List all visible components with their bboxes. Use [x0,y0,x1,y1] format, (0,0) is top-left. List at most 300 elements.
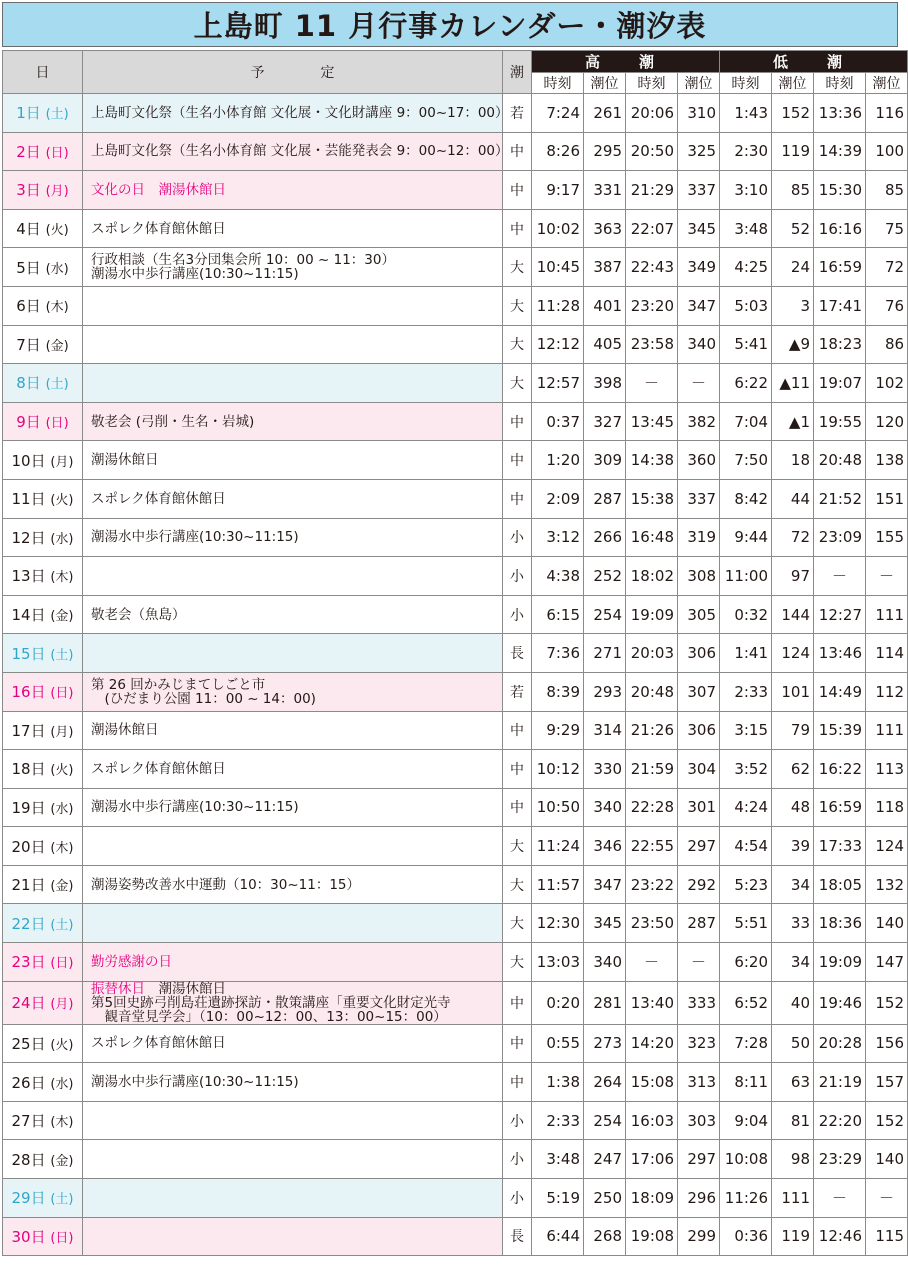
date-cell [3,402,83,441]
schedule-line: 潮湯水中歩行講座(10:30~11:15) [91,266,299,283]
low-time-1-cell: 4:54 [720,827,772,866]
date-cell [3,634,83,673]
high-time-1-cell: 8:39 [532,672,584,711]
low-level-2-cell: 86 [866,325,908,364]
high-time-1-cell: 3:12 [532,518,584,557]
tide-type-cell: 中 [503,209,532,248]
day-label: 20日 [11,837,46,856]
high-time-2-cell: 22:28 [626,788,678,827]
low-level-2-cell: 157 [866,1063,908,1102]
high-time-2-cell: 23:22 [626,865,678,904]
date-cell [3,827,83,866]
low-time-2-cell: 19:07 [814,364,866,403]
date-cell [3,1101,83,1140]
date-cell [3,479,83,518]
schedule-line: 潮湯休館日 [91,452,159,469]
day-label: 9日 [16,413,41,432]
low-time-2-cell: － [814,1179,866,1218]
high-time-1-cell: 12:57 [532,364,584,403]
low-level-1-cell: 97 [772,557,814,596]
schedule-cell [83,788,503,827]
low-time-2-cell: 12:27 [814,595,866,634]
weekday-label: (火) [50,493,74,509]
high-level-1-cell: 287 [584,479,626,518]
high-time-1-cell: 7:24 [532,94,584,133]
calendar-row [3,750,908,789]
low-level-1-cell: 119 [772,132,814,171]
high-time-2-cell: 13:40 [626,981,678,1024]
high-time-2-cell: 21:29 [626,171,678,210]
schedule-cell [83,1063,503,1102]
low-time-1-cell: 5:41 [720,325,772,364]
low-level-1-cell: 72 [772,518,814,557]
calendar-row [3,248,908,287]
low-time-1-cell: 8:42 [720,479,772,518]
weekday-label: (月) [50,724,74,740]
low-time-2-cell: 18:36 [814,904,866,943]
high-level-1-cell: 252 [584,557,626,596]
high-level-2-cell: 382 [678,402,720,441]
schedule-cell [83,672,503,711]
high-level-2-cell: 347 [678,286,720,325]
calendar-row [3,286,908,325]
high-time-2-cell: 14:20 [626,1024,678,1063]
day-label: 16日 [11,683,46,702]
high-time-2-cell: 23:50 [626,904,678,943]
date-cell [3,981,83,1024]
high-level-2-cell: 287 [678,904,720,943]
high-level-1-cell: 273 [584,1024,626,1063]
low-level-1-cell: 39 [772,827,814,866]
schedule-line: 潮湯水中歩行講座(10:30~11:15) [91,529,299,546]
header-high-tide: 高 潮 [532,51,720,73]
low-level-1-cell: 34 [772,865,814,904]
high-time-2-cell: 15:08 [626,1063,678,1102]
calendar-row [3,479,908,518]
low-level-1-cell: ▲11 [772,364,814,403]
high-time-2-cell: 23:58 [626,325,678,364]
high-level-2-cell: 306 [678,634,720,673]
low-time-2-cell: 13:46 [814,634,866,673]
weekday-label: (土) [50,1192,74,1208]
low-time-2-cell: 14:39 [814,132,866,171]
date-cell [3,171,83,210]
high-level-1-cell: 347 [584,865,626,904]
low-time-1-cell: 2:30 [720,132,772,171]
high-level-1-cell: 266 [584,518,626,557]
header-low-time-1: 時刻 [720,73,772,94]
high-time-2-cell: 17:06 [626,1140,678,1179]
low-time-1-cell: 11:00 [720,557,772,596]
high-time-1-cell: 11:57 [532,865,584,904]
low-time-2-cell: 20:48 [814,441,866,480]
date-cell [3,325,83,364]
schedule-cell [83,634,503,673]
high-time-1-cell: 9:17 [532,171,584,210]
low-level-1-cell: 152 [772,94,814,133]
high-level-1-cell: 401 [584,286,626,325]
high-time-2-cell: 22:07 [626,209,678,248]
low-level-2-cell: 85 [866,171,908,210]
high-level-2-cell: － [678,364,720,403]
header-low-tide: 低 潮 [720,51,908,73]
schedule-line: スポレク体育館休館日 [91,220,226,237]
weekday-label: (火) [45,223,69,239]
day-label: 17日 [11,721,46,740]
low-level-2-cell: 76 [866,286,908,325]
tide-type-cell: 中 [503,479,532,518]
low-level-2-cell: 152 [866,1101,908,1140]
date-cell [3,248,83,287]
high-level-1-cell: 254 [584,1101,626,1140]
header-low-level-1: 潮位 [772,73,814,94]
date-cell [3,132,83,171]
low-level-1-cell: 79 [772,711,814,750]
schedule-line: スポレク体育館休館日 [91,760,226,777]
tide-type-cell: 中 [503,1024,532,1063]
high-time-2-cell: 23:20 [626,286,678,325]
high-time-2-cell: 20:06 [626,94,678,133]
weekday-label: (日) [50,1230,74,1246]
calendar-row [3,518,908,557]
low-time-2-cell: 16:16 [814,209,866,248]
calendar-row [3,1179,908,1218]
low-level-1-cell: 144 [772,595,814,634]
high-time-2-cell: 15:38 [626,479,678,518]
high-level-2-cell: 292 [678,865,720,904]
tide-type-cell: 中 [503,402,532,441]
high-time-1-cell: 6:44 [532,1217,584,1256]
tide-type-cell: 長 [503,1217,532,1256]
schedule-cell [83,209,503,248]
low-time-1-cell: 6:20 [720,943,772,982]
high-time-1-cell: 12:30 [532,904,584,943]
low-level-1-cell: 3 [772,286,814,325]
calendar-row [3,402,908,441]
weekday-label: (日) [50,686,74,702]
low-time-2-cell: 17:33 [814,827,866,866]
low-time-2-cell: 15:30 [814,171,866,210]
date-cell [3,557,83,596]
high-time-2-cell: 19:08 [626,1217,678,1256]
high-level-1-cell: 247 [584,1140,626,1179]
tide-type-cell: 中 [503,441,532,480]
high-time-1-cell: 5:19 [532,1179,584,1218]
schedule-cell [83,865,503,904]
tide-type-cell: 大 [503,904,532,943]
low-level-2-cell: － [866,1179,908,1218]
day-label: 24日 [11,994,46,1013]
date-cell [3,441,83,480]
low-time-1-cell: 4:25 [720,248,772,287]
high-level-2-cell: 308 [678,557,720,596]
weekday-label: (月) [50,997,74,1013]
low-time-2-cell: 19:46 [814,981,866,1024]
low-time-2-cell: 21:19 [814,1063,866,1102]
weekday-label: (金) [45,338,69,354]
day-label: 1日 [16,104,41,123]
low-time-2-cell: 18:05 [814,865,866,904]
low-level-2-cell: 156 [866,1024,908,1063]
low-level-1-cell: 111 [772,1179,814,1218]
schedule-line: 潮湯水中歩行講座(10:30~11:15) [91,799,299,816]
low-time-1-cell: 3:52 [720,750,772,789]
day-label: 12日 [11,528,46,547]
high-time-2-cell: － [626,943,678,982]
weekday-label: (木) [50,570,74,586]
calendar-row [3,981,908,1024]
high-level-1-cell: 327 [584,402,626,441]
low-level-2-cell: 75 [866,209,908,248]
day-label: 3日 [16,181,41,200]
high-level-2-cell: 299 [678,1217,720,1256]
tide-type-cell: 小 [503,518,532,557]
schedule-line: スポレク体育館休館日 [91,1035,226,1052]
high-time-1-cell: 11:24 [532,827,584,866]
tide-type-cell: 中 [503,171,532,210]
low-level-2-cell: － [866,557,908,596]
schedule-cell [83,1101,503,1140]
high-level-2-cell: 306 [678,711,720,750]
high-time-1-cell: 10:50 [532,788,584,827]
header-high-time-2: 時刻 [626,73,678,94]
low-level-2-cell: 100 [866,132,908,171]
calendar-row [3,209,908,248]
high-level-1-cell: 271 [584,634,626,673]
low-level-1-cell: 40 [772,981,814,1024]
tide-type-cell: 小 [503,1101,532,1140]
tide-type-cell: 大 [503,286,532,325]
high-time-2-cell: 22:55 [626,827,678,866]
schedule-cell [83,943,503,982]
weekday-label: (月) [45,184,69,200]
low-time-2-cell: 19:55 [814,402,866,441]
schedule-cell [83,518,503,557]
low-level-1-cell: 85 [772,171,814,210]
tide-type-cell: 中 [503,788,532,827]
schedule-cell [83,1179,503,1218]
header-schedule: 予 定 [83,51,503,94]
calendar-row [3,557,908,596]
high-time-1-cell: 11:28 [532,286,584,325]
day-label: 29日 [11,1189,46,1208]
calendar-row [3,171,908,210]
high-level-1-cell: 387 [584,248,626,287]
high-time-2-cell: 22:43 [626,248,678,287]
low-level-1-cell: 33 [772,904,814,943]
header-date: 日 [3,51,83,94]
low-level-1-cell: 34 [772,943,814,982]
calendar-row [3,595,908,634]
low-time-2-cell: 18:23 [814,325,866,364]
low-time-1-cell: 6:52 [720,981,772,1024]
header-low-level-2: 潮位 [866,73,908,94]
day-label: 4日 [16,220,41,239]
low-level-2-cell: 132 [866,865,908,904]
weekday-label: (火) [50,1037,74,1053]
high-level-1-cell: 330 [584,750,626,789]
day-label: 27日 [11,1112,46,1131]
day-label: 30日 [11,1227,46,1246]
schedule-line: 上島町文化祭（生名小体育館 文化展・芸能発表会 9：00~12：00） [91,143,509,160]
schedule-cell [83,248,503,287]
high-level-2-cell: 313 [678,1063,720,1102]
low-level-1-cell: 48 [772,788,814,827]
schedule-cell [83,1140,503,1179]
calendar-row [3,94,908,133]
high-time-1-cell: 9:29 [532,711,584,750]
low-level-2-cell: 140 [866,904,908,943]
low-time-1-cell: 3:15 [720,711,772,750]
low-level-2-cell: 111 [866,595,908,634]
page-title: 上島町 11 月行事カレンダー・潮汐表 [193,9,707,43]
day-label: 7日 [16,335,41,354]
low-level-1-cell: 81 [772,1101,814,1140]
high-time-2-cell: － [626,364,678,403]
low-time-1-cell: 3:10 [720,171,772,210]
low-time-1-cell: 7:28 [720,1024,772,1063]
schedule-cell [83,132,509,171]
day-label: 21日 [11,876,46,895]
low-time-1-cell: 9:44 [720,518,772,557]
calendar-row [3,1217,908,1256]
low-time-2-cell: － [814,557,866,596]
low-time-1-cell: 10:08 [720,1140,772,1179]
schedule-line: 振替休日 潮湯休館日 [91,980,226,997]
high-time-2-cell: 18:02 [626,557,678,596]
tide-type-cell: 中 [503,1063,532,1102]
weekday-label: (水) [50,1076,74,1092]
schedule-cell [83,904,503,943]
day-label: 19日 [11,798,46,817]
schedule-cell [83,1024,503,1063]
low-level-1-cell: 63 [772,1063,814,1102]
low-level-2-cell: 114 [866,634,908,673]
low-time-1-cell: 9:04 [720,1101,772,1140]
low-level-2-cell: 147 [866,943,908,982]
date-cell [3,904,83,943]
calendar-row [3,132,908,171]
high-time-1-cell: 12:12 [532,325,584,364]
day-label: 11日 [11,490,46,509]
weekday-label: (土) [50,647,74,663]
day-label: 8日 [16,374,41,393]
low-level-1-cell: 124 [772,634,814,673]
low-time-2-cell: 16:22 [814,750,866,789]
schedule-line: 第5回史跡弓削島荘遺跡探訪・散策講座「重要文化財定光寺 [91,994,451,1011]
day-label: 28日 [11,1150,46,1169]
date-cell [3,1063,83,1102]
high-time-2-cell: 20:03 [626,634,678,673]
low-time-1-cell: 0:36 [720,1217,772,1256]
high-time-2-cell: 14:38 [626,441,678,480]
tide-type-cell: 大 [503,827,532,866]
high-level-2-cell: 307 [678,672,720,711]
low-time-2-cell: 13:36 [814,94,866,133]
high-level-2-cell: 297 [678,1140,720,1179]
high-level-2-cell: 301 [678,788,720,827]
weekday-label: (金) [50,879,74,895]
low-level-2-cell: 140 [866,1140,908,1179]
day-label: 23日 [11,953,46,972]
low-level-1-cell: 119 [772,1217,814,1256]
low-time-1-cell: 4:24 [720,788,772,827]
high-time-1-cell: 10:45 [532,248,584,287]
date-cell [3,286,83,325]
date-cell [3,364,83,403]
date-cell [3,672,83,711]
high-time-1-cell: 0:55 [532,1024,584,1063]
day-label: 14日 [11,606,46,625]
schedule-cell [83,364,503,403]
tide-type-cell: 大 [503,865,532,904]
low-time-2-cell: 23:29 [814,1140,866,1179]
day-label: 5日 [16,258,41,277]
low-time-2-cell: 16:59 [814,788,866,827]
low-time-2-cell: 19:09 [814,943,866,982]
low-time-1-cell: 8:11 [720,1063,772,1102]
schedule-line: 潮湯水中歩行講座(10:30~11:15) [91,1074,299,1091]
high-level-2-cell: 319 [678,518,720,557]
high-level-2-cell: 305 [678,595,720,634]
weekday-label: (日) [45,145,69,161]
high-level-1-cell: 340 [584,943,626,982]
weekday-label: (金) [50,609,74,625]
calendar-row [3,865,908,904]
low-time-1-cell: 5:51 [720,904,772,943]
high-level-2-cell: 333 [678,981,720,1024]
low-level-2-cell: 138 [866,441,908,480]
weekday-label: (日) [45,416,69,432]
high-time-2-cell: 19:09 [626,595,678,634]
high-level-1-cell: 254 [584,595,626,634]
high-level-1-cell: 346 [584,827,626,866]
low-time-2-cell: 12:46 [814,1217,866,1256]
weekday-label: (土) [45,377,69,393]
date-cell [3,94,83,133]
date-cell [3,518,83,557]
schedule-line: 潮湯姿勢改善水中運動（10：30~11：15） [91,876,361,893]
schedule-cell [83,286,503,325]
schedule-line: 勤労感謝の日 [91,953,172,970]
schedule-cell [83,402,503,441]
low-time-1-cell: 6:22 [720,364,772,403]
schedule-cell [83,94,509,133]
low-level-1-cell: 101 [772,672,814,711]
schedule-cell [83,711,503,750]
high-level-1-cell: 264 [584,1063,626,1102]
calendar-row [3,364,908,403]
weekday-label: (土) [45,107,69,123]
high-level-1-cell: 268 [584,1217,626,1256]
low-time-1-cell: 5:23 [720,865,772,904]
high-level-2-cell: 297 [678,827,720,866]
header-high-level-2: 潮位 [678,73,720,94]
low-time-2-cell: 22:20 [814,1101,866,1140]
low-level-2-cell: 118 [866,788,908,827]
low-level-2-cell: 155 [866,518,908,557]
tide-type-cell: 中 [503,981,532,1024]
tide-type-cell: 小 [503,1179,532,1218]
high-level-1-cell: 345 [584,904,626,943]
date-cell [3,943,83,982]
high-level-2-cell: 337 [678,171,720,210]
high-time-1-cell: 10:02 [532,209,584,248]
low-time-2-cell: 16:59 [814,248,866,287]
high-time-1-cell: 1:38 [532,1063,584,1102]
high-time-1-cell: 6:15 [532,595,584,634]
schedule-line: 上島町文化祭（生名小体育館 文化展・文化財講座 9：00~17：00） [91,104,509,121]
